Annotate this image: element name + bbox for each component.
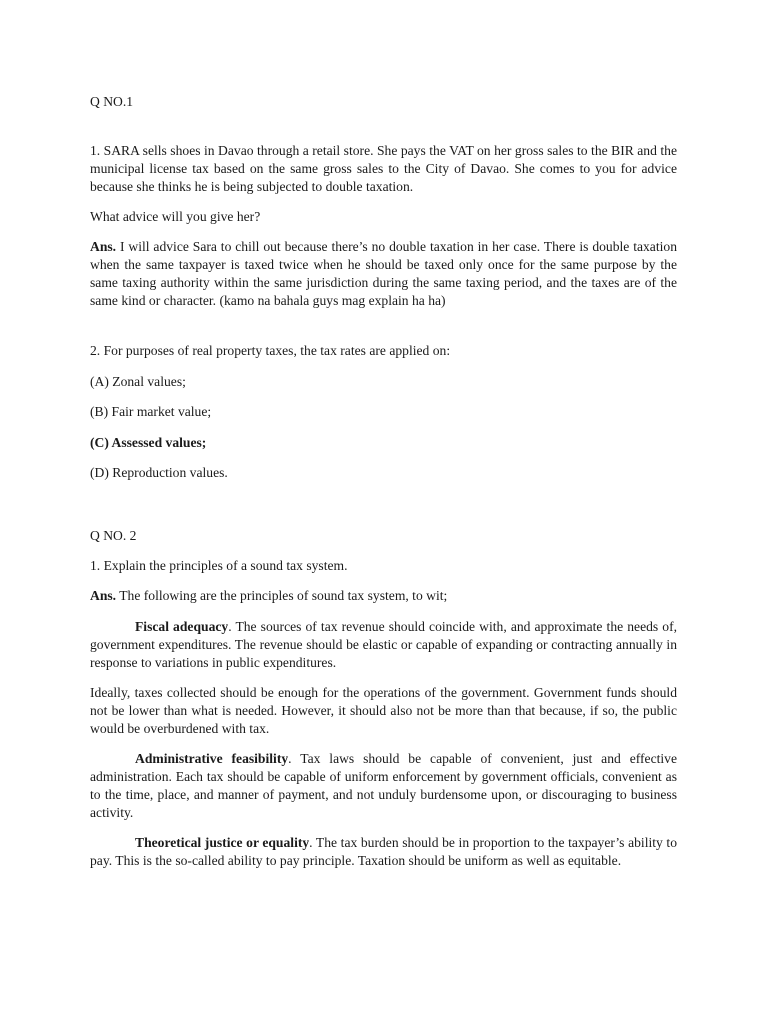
answer-label: Ans. xyxy=(90,239,117,254)
q2-answer xyxy=(90,587,677,605)
q2-question: 1. Explain the principles of a sound tax system. xyxy=(90,558,348,573)
principle-theoretical-justice xyxy=(90,834,677,870)
answer-text: The following are the principles of sound tax system, to wit; xyxy=(116,588,448,603)
option-c-correct: (C) Assessed values; xyxy=(90,435,207,450)
ideally-paragraph: Ideally, taxes collected should be enough for the operations of the government. Government funds should not be lower than what is needed. However, it should also not be more than that because, if so, the public would be overburdened with tax. xyxy=(90,685,677,736)
answer-text: I will advice Sara to chill out because there’s no double taxation in her case. There is double taxation when the same taxpayer is taxed twice when he should be taxed only once for the same purpose by the same taxing authority within the same jurisdiction during the same taxing period, and the taxes are of the same kind or character. (kamo na bahala guys mag explain ha ha) xyxy=(90,239,677,308)
principle-text: . The tax burden should be in proportion to the taxpayer’s ability to pay. This is the so-called ability to pay principle. Taxation should be uniform as well as equitable. xyxy=(90,835,677,868)
q1-item-2: 2. For purposes of real property taxes, the tax rates are applied on: xyxy=(90,343,451,358)
principle-fiscal-adequacy xyxy=(90,618,677,672)
option-b: (B) Fair market value; xyxy=(90,404,212,419)
principle-text: . Tax laws should be capable of convenient, just and effective administration. Each tax should be capable of uniform enforcement by government officials, convenient as to the time, place, and manner of payment, and not unduly burdensome upon, or discouraging to business activity. xyxy=(90,751,678,820)
option-a: (A) Zonal values; xyxy=(90,374,186,389)
q1-prompt: What advice will you give her? xyxy=(90,209,261,224)
q1-question: 1. SARA sells shoes in Davao through a retail store. She pays the VAT on her gross sales to the BIR and the municipal license tax based on the same gross sales to the City of Davao. She comes to you for advice because she thinks he is being subjected to double taxation. xyxy=(90,143,677,194)
answer-label: Ans. xyxy=(90,588,117,603)
principle-term: Administrative feasibility xyxy=(135,751,289,766)
principle-term: Fiscal adequacy xyxy=(135,619,229,634)
option-d: (D) Reproduction values. xyxy=(90,465,228,480)
q1-heading: Q NO.1 xyxy=(90,94,134,109)
principle-term: Theoretical justice or equality xyxy=(135,835,310,850)
principle-administrative-feasibility xyxy=(90,750,677,822)
q1-answer xyxy=(90,238,677,310)
q2-heading: Q NO. 2 xyxy=(90,528,137,543)
principle-text: . The sources of tax revenue should coincide with, and approximate the needs of, government expenditures. The revenue should be elastic or capable of expanding or contracting annually in response to variations in public expenditures. xyxy=(90,619,677,670)
